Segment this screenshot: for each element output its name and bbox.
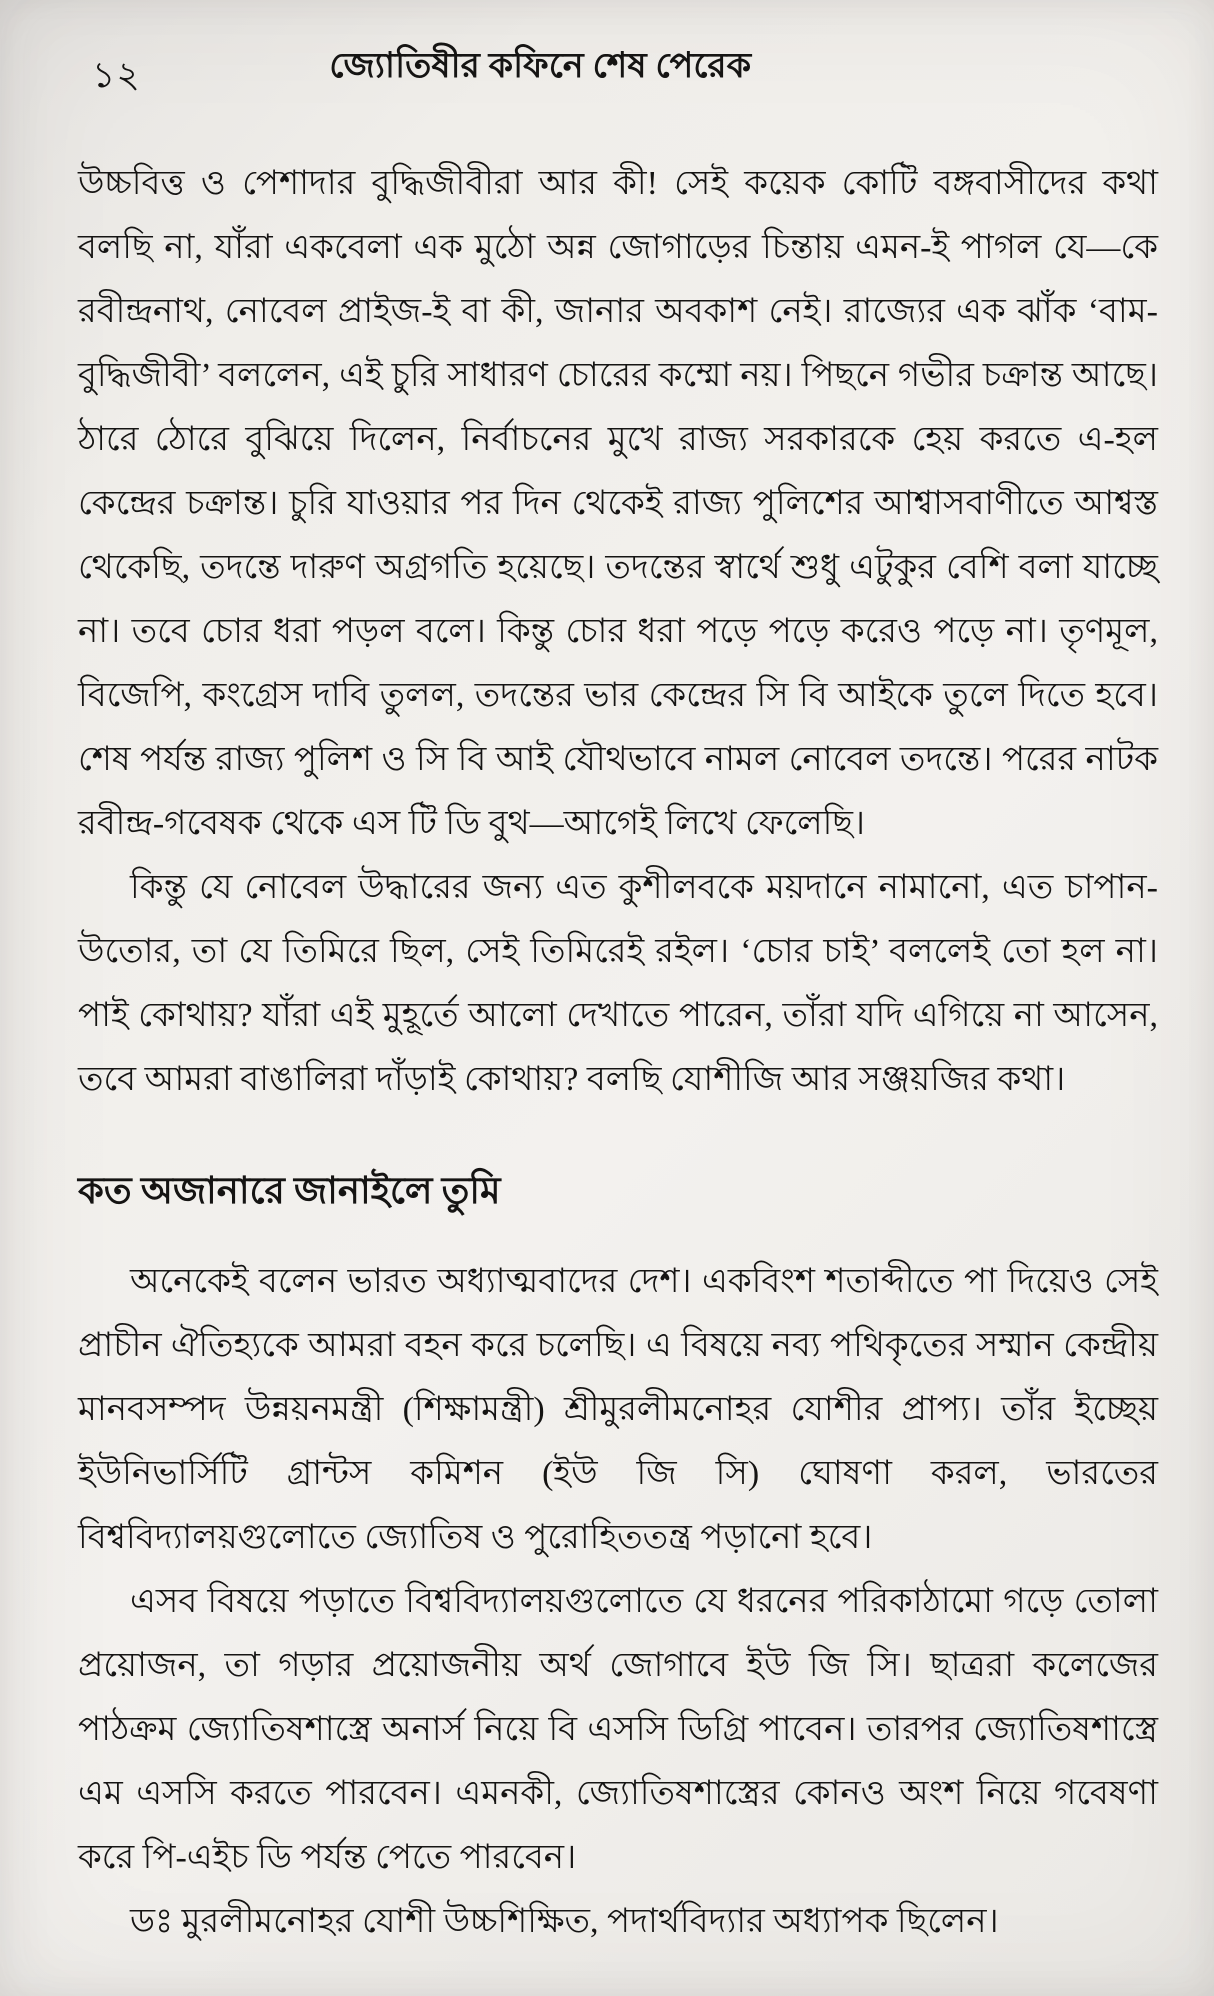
page-body — [0, 134, 1214, 1954]
page-number: ১২ — [92, 55, 141, 95]
paragraph-section-1: অনেকেই বলেন ভারত অধ্যাত্মবাদের দেশ। একবিংশ শতাব্দীতে পা দিয়েও সেই প্রাচীন ঐতিহ্যকে আমরা বহন করে চলেছি। এ বিষয়ে নব্য পথিকৃতের সম্মান কেন্দ্রীয় মানবসম্পদ উন্নয়নমন্ত্রী (শিক্ষামন্ত্রী) শ্রীমুরলীমনোহর যোশীর প্রাপ্য। তাঁর ইচ্ছেয় ইউনিভার্সিটি গ্রান্টস কমিশন (ইউ জি সি) ঘোষণা করল, ভারতের বিশ্ববিদ্যালয়গুলোতে জ্যোতিষ ও পুরোহিততন্ত্র পড়ানো হবে। — [78, 1263, 1158, 1557]
running-title: জ্যোতিষীর কফিনে শেষ পেরেক — [329, 46, 752, 85]
paragraph-section-3: ডঃ মুরলীমনোহর যোশী উচ্চশিক্ষিত, পদার্থবিদ্যার অধ্যাপক ছিলেন। — [130, 1903, 999, 1941]
section-heading: কত অজানারে জানাইলে তুমি — [78, 1171, 501, 1212]
paragraph-intro-1: উচ্চবিত্ত ও পেশাদার বুদ্ধিজীবীরা আর কী! সেই কয়েক কোটি বঙ্গবাসীদের কথা বলছি না, যাঁরা একবেলা এক মুঠো অন্ন জোগাড়ের চিন্তায় এমন-ই পাগল যে—কে রবীন্দ্রনাথ, নোবেল প্রাইজ-ই বা কী, জানার অবকাশ নেই। রাজ্যের এক ঝাঁক ‘বাম-বুদ্ধিজীবী’ বললেন, এই চুরি সাধারণ চোরের কম্মো নয়। পিছনে গভীর চক্রান্ত আছে। ঠারে ঠোরে বুঝিয়ে দিলেন, নির্বাচনের মুখে রাজ্য সরকারকে হেয় করতে এ-হল কেন্দ্রের চক্রান্ত। চুরি যাওয়ার পর দিন থেকেই রাজ্য পুলিশের আশ্বাসবাণীতে আশ্বস্ত থেকেছি, তদন্তে দারুণ অগ্রগতি হয়েছে। তদন্তের স্বার্থে শুধু এটুকুর বেশি বলা যাচ্ছে না। তবে চোর ধরা পড়ল বলে। কিন্তু চোর ধরা পড়ে পড়ে করেও পড়ে না। তৃণমূল, বিজেপি, কংগ্রেস দাবি তুলল, তদন্তের ভার কেন্দ্রের সি বি আইকে তুলে দিতে হবে। শেষ পর্যন্ত রাজ্য পুলিশ ও সি বি আই যৌথভাবে নামল নোবেল তদন্তে। পরের নাটক রবীন্দ্র-গবেষক থেকে এস টি ডি বুথ—আগেই লিখে ফেলেছি। — [78, 165, 1158, 842]
page-header — [0, 0, 1214, 134]
paragraph-intro-2: কিন্তু যে নোবেল উদ্ধারের জন্য এত কুশীলবকে ময়দানে নামানো, এত চাপান-উতোর, তা যে তিমিরে ছিল, সেই তিমিরেই রইল। ‘চোর চাই’ বললেই তো হল না। পাই কোথায়? যাঁরা এই মুহূর্তে আলো দেখাতে পারেন, তাঁরা যদি এগিয়ে না আসেন, তবে আমরা বাঙালিরা দাঁড়াই কোথায়? বলছি যোশীজি আর সঞ্জয়জির কথা। — [78, 869, 1158, 1098]
paragraph-section-2: এসব বিষয়ে পড়াতে বিশ্ববিদ্যালয়গুলোতে যে ধরনের পরিকাঠামো গড়ে তোলা প্রয়োজন, তা গড়ার প্রয়োজনীয় অর্থ জোগাবে ইউ জি সি। ছাত্ররা কলেজের পাঠক্রম জ্যোতিষশাস্ত্রে অনার্স নিয়ে বি এসসি ডিগ্রি পাবেন। তারপর জ্যোতিষশাস্ত্রে এম এসসি করতে পারবেন। এমনকী, জ্যোতিষশাস্ত্রের কোনও অংশ নিয়ে গবেষণা করে পি-এইচ ডি পর্যন্ত পেতে পারবেন। — [78, 1583, 1158, 1877]
